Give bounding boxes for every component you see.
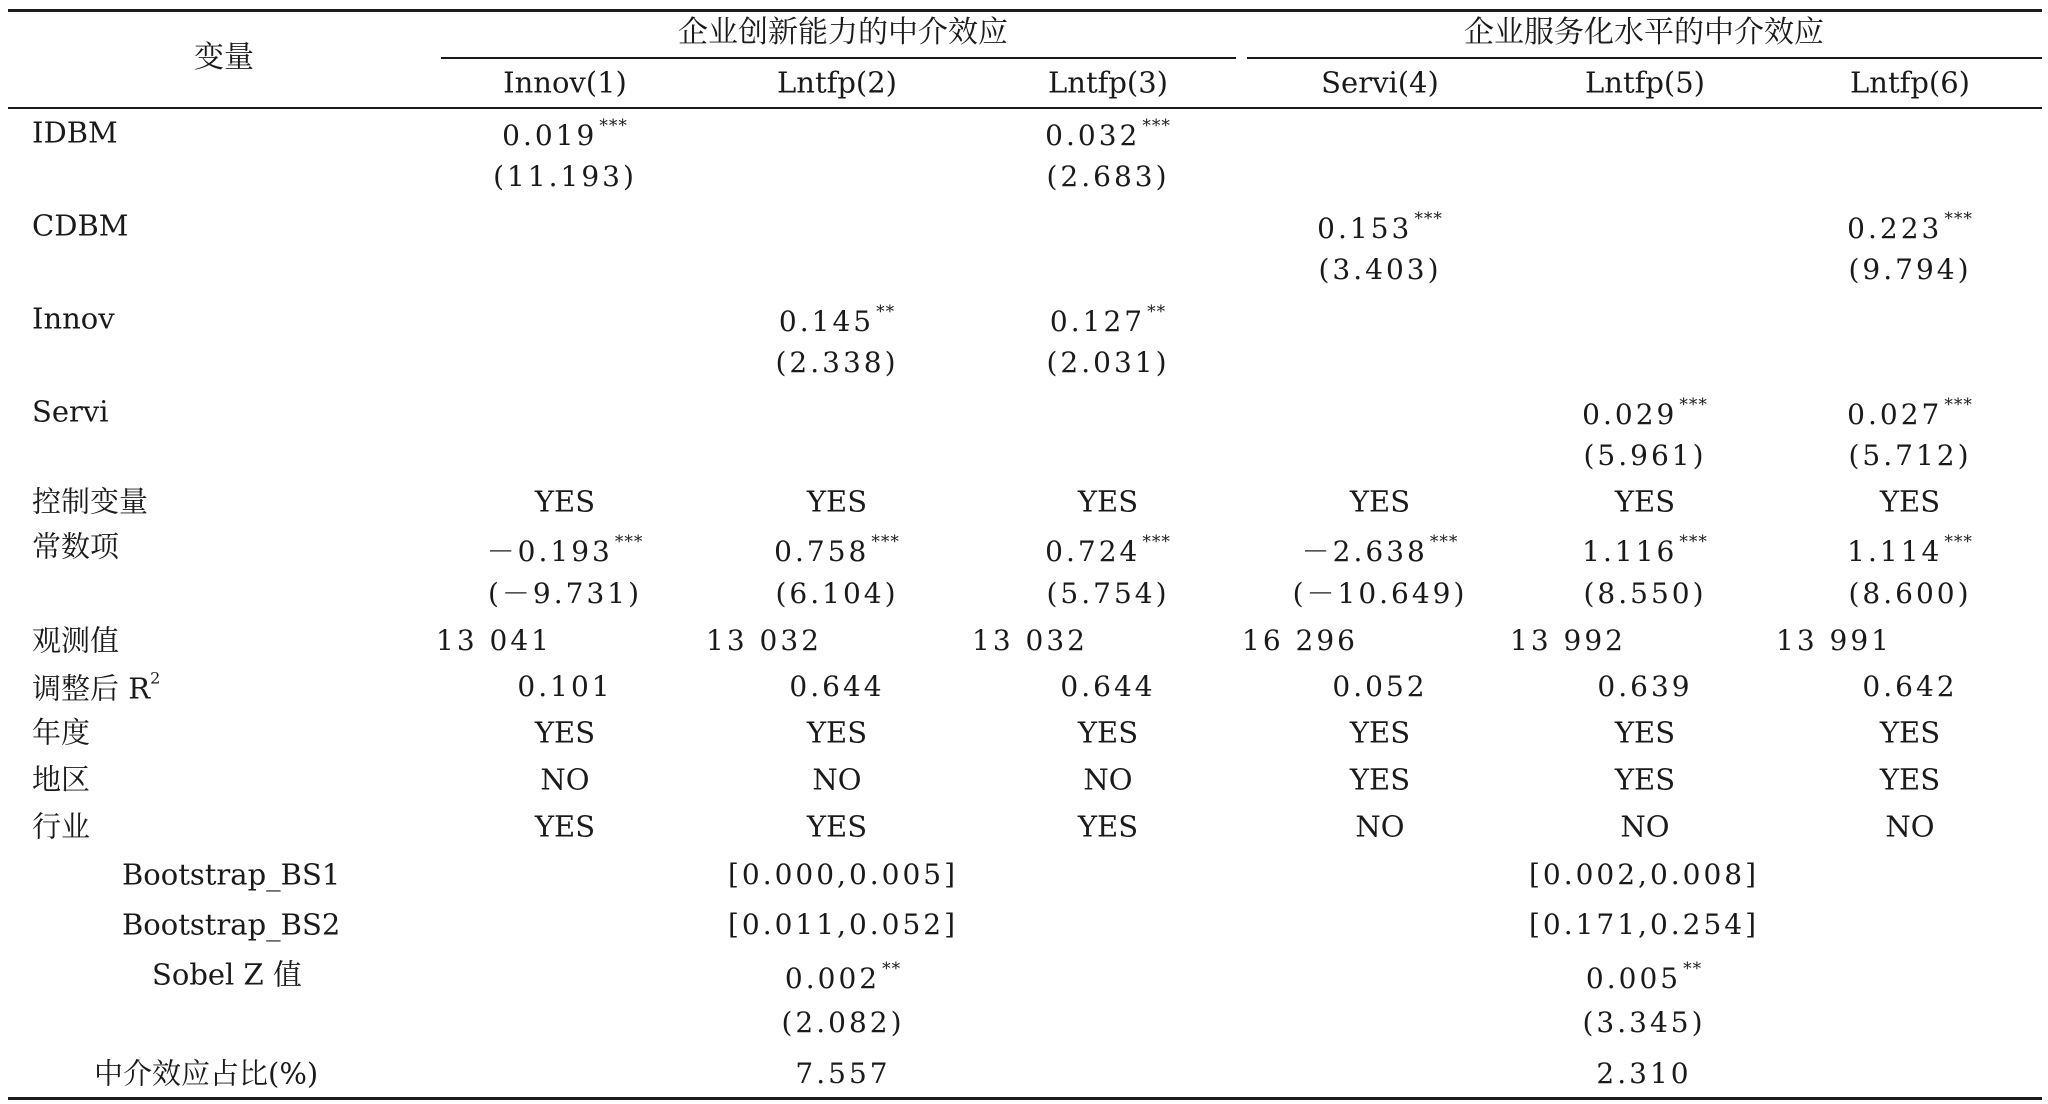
t-statistic: (11.193)	[493, 160, 637, 193]
row-label: Bootstrap_BS2	[122, 907, 341, 942]
column-header: Lntfp(2)	[777, 65, 897, 100]
indicator-value: YES	[1614, 762, 1676, 797]
mediation-ratio: 7.557	[795, 1057, 891, 1090]
t-statistic: (－10.649)	[1292, 577, 1468, 610]
significance-stars: ***	[1142, 116, 1171, 136]
sobel-z: 0.002 **	[784, 959, 902, 995]
column-header: Lntfp(6)	[1850, 65, 1970, 100]
coefficient: 0.153 ***	[1317, 209, 1443, 245]
bootstrap-interval: [0.011,0.052]	[727, 908, 959, 941]
t-statistic: (2.683)	[1046, 160, 1170, 193]
indicator-value: YES	[534, 484, 596, 519]
superscript: 2	[150, 668, 161, 688]
r-squared: 0.101	[517, 670, 613, 703]
coefficient: 0.127 **	[1049, 302, 1167, 338]
indicator-value: YES	[1879, 762, 1941, 797]
significance-stars: ***	[1944, 395, 1973, 415]
significance-stars: ***	[1429, 532, 1459, 552]
column-header: Lntfp(3)	[1048, 65, 1168, 100]
row-label: Bootstrap_BS1	[122, 857, 341, 892]
t-statistic: (2.082)	[781, 1006, 905, 1039]
significance-stars: ***	[1414, 209, 1443, 229]
indicator-value: YES	[1349, 715, 1411, 750]
indicator-value: NO	[1083, 762, 1133, 797]
significance-stars: **	[876, 302, 896, 322]
bootstrap-interval: [0.171,0.254]	[1528, 908, 1760, 941]
indicator-value: YES	[534, 715, 596, 750]
r-squared: 0.639	[1597, 670, 1693, 703]
t-statistic: (9.794)	[1848, 253, 1972, 286]
column-header: Innov(1)	[503, 65, 627, 100]
bootstrap-interval: [0.002,0.008]	[1528, 858, 1760, 891]
t-statistic: (5.961)	[1583, 439, 1707, 472]
coefficient: 1.114 ***	[1847, 532, 1973, 568]
indicator-value: NO	[1355, 809, 1405, 844]
significance-stars: **	[1683, 959, 1703, 979]
indicator-value: NO	[1620, 809, 1670, 844]
r-squared: 0.642	[1862, 670, 1958, 703]
coefficient: 0.019 ***	[502, 116, 628, 152]
coefficient: 0.029 ***	[1582, 395, 1708, 431]
group2-underline	[1247, 57, 2042, 59]
significance-stars: **	[882, 959, 902, 979]
group-header-servitization: 企业服务化水平的中介效应	[1464, 15, 1824, 50]
row-label: 中介效应占比(%)	[94, 1056, 319, 1091]
indicator-value: YES	[1349, 762, 1411, 797]
indicator-value: YES	[534, 809, 596, 844]
t-statistic: (8.600)	[1848, 577, 1972, 610]
r-squared: 0.644	[789, 670, 885, 703]
indicator-value: YES	[1879, 484, 1941, 519]
significance-stars: ***	[1679, 532, 1708, 552]
coefficient: －2.638 ***	[1301, 532, 1459, 568]
indicator-value: YES	[1077, 715, 1139, 750]
row-label: 常数项	[32, 529, 120, 564]
significance-stars: ***	[1944, 209, 1973, 229]
row-label: IDBM	[32, 115, 118, 150]
t-statistic: (5.754)	[1046, 577, 1170, 610]
header-rule	[8, 107, 2042, 109]
observation-count: 13 991	[1776, 624, 1892, 657]
row-label: Innov	[32, 301, 115, 336]
observation-count: 13 032	[706, 624, 822, 657]
coefficient: 1.116 ***	[1582, 532, 1708, 568]
row-label: Sobel Z 值	[152, 957, 302, 992]
significance-stars: ***	[1944, 532, 1973, 552]
coefficient: 0.145 **	[778, 302, 896, 338]
indicator-value: YES	[806, 715, 868, 750]
t-statistic: (2.338)	[775, 346, 899, 379]
t-statistic: (3.345)	[1582, 1006, 1706, 1039]
indicator-value: YES	[1077, 809, 1139, 844]
row-label: 观测值	[32, 623, 120, 658]
coefficient: －0.193 ***	[486, 532, 644, 568]
r-squared: 0.052	[1332, 670, 1428, 703]
t-statistic: (5.712)	[1848, 439, 1972, 472]
t-statistic: (6.104)	[775, 577, 899, 610]
indicator-value: YES	[806, 809, 868, 844]
sobel-z: 0.005 **	[1585, 959, 1703, 995]
indicator-value: YES	[1879, 715, 1941, 750]
coefficient: 0.758 ***	[774, 532, 900, 568]
row-label: 地区	[32, 762, 91, 797]
significance-stars: **	[1147, 302, 1167, 322]
column-header: Servi(4)	[1321, 65, 1439, 100]
indicator-value: YES	[1349, 484, 1411, 519]
group1-underline	[441, 57, 1236, 59]
indicator-value: YES	[806, 484, 868, 519]
row-label: 年度	[32, 715, 91, 750]
significance-stars: ***	[1679, 395, 1708, 415]
observation-count: 16 296	[1242, 624, 1358, 657]
indicator-value: YES	[1614, 484, 1676, 519]
row-label: 控制变量	[32, 484, 149, 519]
bottom-rule	[8, 1097, 2042, 1100]
significance-stars: ***	[1142, 532, 1171, 552]
top-rule	[8, 9, 2042, 12]
coefficient: 0.223 ***	[1847, 209, 1973, 245]
column-header: Lntfp(5)	[1585, 65, 1705, 100]
bootstrap-interval: [0.000,0.005]	[727, 858, 959, 891]
indicator-value: NO	[540, 762, 590, 797]
observation-count: 13 041	[436, 624, 552, 657]
observation-count: 13 032	[972, 624, 1088, 657]
indicator-value: NO	[1885, 809, 1935, 844]
coefficient: 0.724 ***	[1045, 532, 1171, 568]
t-statistic: (2.031)	[1046, 346, 1170, 379]
row-label: CDBM	[32, 208, 129, 243]
row-label: 调整后 $R^2$	[32, 668, 161, 706]
significance-stars: ***	[871, 532, 900, 552]
mediation-ratio: 2.310	[1596, 1057, 1692, 1090]
t-statistic: (8.550)	[1583, 577, 1707, 610]
indicator-value: YES	[1077, 484, 1139, 519]
t-statistic: (3.403)	[1318, 253, 1442, 286]
row-label: 行业	[32, 809, 91, 844]
significance-stars: ***	[614, 532, 644, 552]
coefficient: 0.027 ***	[1847, 395, 1973, 431]
row-label: Servi	[32, 394, 109, 429]
r-squared: 0.644	[1060, 670, 1156, 703]
group-header-innovation: 企业创新能力的中介效应	[678, 15, 1008, 50]
significance-stars: ***	[599, 116, 628, 136]
indicator-value: YES	[1614, 715, 1676, 750]
observation-count: 13 992	[1510, 624, 1626, 657]
coefficient: 0.032 ***	[1045, 116, 1171, 152]
indicator-value: NO	[812, 762, 862, 797]
t-statistic: (－9.731)	[487, 577, 643, 610]
variable-header: 变量	[194, 40, 254, 75]
